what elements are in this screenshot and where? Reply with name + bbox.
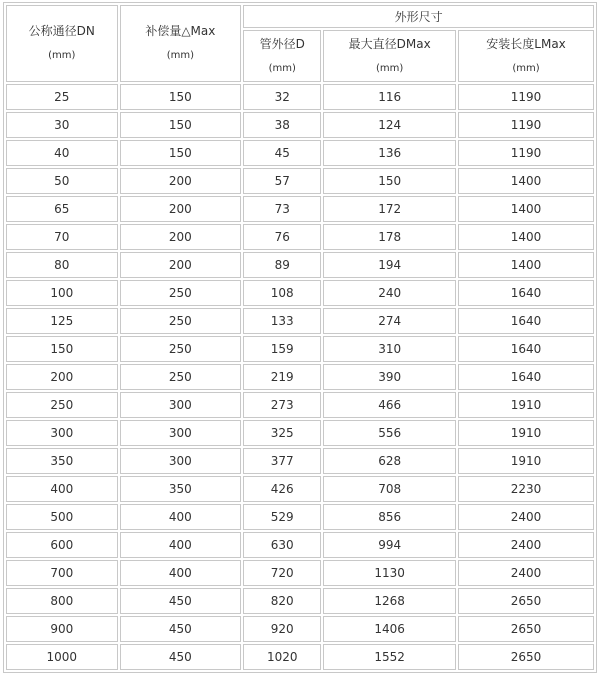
- cell-max-diameter: 856: [323, 504, 456, 530]
- cell-install-length: 1190: [458, 140, 594, 166]
- cell-compensation: 150: [120, 112, 242, 138]
- cell-max-diameter: 390: [323, 364, 456, 390]
- cell-nominal-diameter: 25: [6, 84, 118, 110]
- cell-outer-diameter: 89: [243, 252, 321, 278]
- cell-outer-diameter: 630: [243, 532, 321, 558]
- cell-outer-diameter: 73: [243, 196, 321, 222]
- cell-max-diameter: 310: [323, 336, 456, 362]
- cell-compensation: 400: [120, 532, 242, 558]
- header-install-length: [458, 30, 594, 82]
- cell-max-diameter: 1268: [323, 588, 456, 614]
- cell-compensation: 250: [120, 364, 242, 390]
- cell-compensation: 150: [120, 84, 242, 110]
- cell-max-diameter: 150: [323, 168, 456, 194]
- cell-outer-diameter: 159: [243, 336, 321, 362]
- header-outer-diameter: [243, 30, 321, 82]
- cell-outer-diameter: 108: [243, 280, 321, 306]
- cell-max-diameter: 1406: [323, 616, 456, 642]
- cell-outer-diameter: 273: [243, 392, 321, 418]
- table-row: [6, 140, 594, 166]
- table-row: [6, 196, 594, 222]
- cell-install-length: 1640: [458, 336, 594, 362]
- header-group-dimensions: 外形尺寸: [243, 5, 594, 28]
- cell-max-diameter: 178: [323, 224, 456, 250]
- cell-install-length: 2230: [458, 476, 594, 502]
- cell-install-length: 1910: [458, 392, 594, 418]
- cell-install-length: 1400: [458, 252, 594, 278]
- table-row: [6, 476, 594, 502]
- table-row: [6, 532, 594, 558]
- table-row: [6, 308, 594, 334]
- cell-install-length: 1910: [458, 420, 594, 446]
- cell-outer-diameter: 45: [243, 140, 321, 166]
- cell-nominal-diameter: 80: [6, 252, 118, 278]
- header-nominal-diameter: [6, 5, 118, 82]
- cell-compensation: 450: [120, 644, 242, 670]
- cell-max-diameter: 708: [323, 476, 456, 502]
- cell-max-diameter: 116: [323, 84, 456, 110]
- cell-install-length: 1910: [458, 448, 594, 474]
- cell-compensation: 250: [120, 280, 242, 306]
- header-label: 补偿量△Max: [145, 24, 216, 38]
- spec-table-container: [3, 2, 597, 673]
- cell-compensation: 200: [120, 252, 242, 278]
- header-label: 管外径D: [259, 36, 305, 51]
- header-label: 安装长度LMax: [486, 36, 566, 51]
- table-row: [6, 252, 594, 278]
- cell-nominal-diameter: 400: [6, 476, 118, 502]
- table-row: [6, 588, 594, 614]
- table-row: [6, 616, 594, 642]
- cell-max-diameter: 274: [323, 308, 456, 334]
- cell-compensation: 250: [120, 308, 242, 334]
- header-compensation: [120, 5, 242, 82]
- cell-outer-diameter: 219: [243, 364, 321, 390]
- cell-nominal-diameter: 500: [6, 504, 118, 530]
- cell-max-diameter: 556: [323, 420, 456, 446]
- cell-nominal-diameter: 30: [6, 112, 118, 138]
- cell-nominal-diameter: 700: [6, 560, 118, 586]
- cell-outer-diameter: 76: [243, 224, 321, 250]
- cell-compensation: 450: [120, 588, 242, 614]
- header-label: 最大直径DMax: [348, 36, 431, 51]
- cell-max-diameter: 466: [323, 392, 456, 418]
- cell-install-length: 1640: [458, 308, 594, 334]
- header-max-diameter: [323, 30, 456, 82]
- cell-compensation: 250: [120, 336, 242, 362]
- cell-outer-diameter: 820: [243, 588, 321, 614]
- cell-install-length: 1400: [458, 168, 594, 194]
- cell-compensation: 150: [120, 140, 242, 166]
- cell-max-diameter: 136: [323, 140, 456, 166]
- table-row: [6, 560, 594, 586]
- cell-install-length: 2650: [458, 644, 594, 670]
- cell-nominal-diameter: 1000: [6, 644, 118, 670]
- header-unit: (mm): [48, 50, 76, 61]
- cell-nominal-diameter: 50: [6, 168, 118, 194]
- header-unit: (mm): [376, 62, 404, 74]
- cell-install-length: 2400: [458, 504, 594, 530]
- cell-compensation: 200: [120, 196, 242, 222]
- cell-outer-diameter: 426: [243, 476, 321, 502]
- cell-nominal-diameter: 40: [6, 140, 118, 166]
- cell-nominal-diameter: 100: [6, 280, 118, 306]
- cell-install-length: 1400: [458, 224, 594, 250]
- cell-compensation: 200: [120, 168, 242, 194]
- header-unit: (mm): [268, 62, 296, 74]
- table-row: [6, 84, 594, 110]
- cell-outer-diameter: 133: [243, 308, 321, 334]
- cell-nominal-diameter: 65: [6, 196, 118, 222]
- cell-outer-diameter: 529: [243, 504, 321, 530]
- table-row: [6, 420, 594, 446]
- table-row: [6, 504, 594, 530]
- cell-nominal-diameter: 350: [6, 448, 118, 474]
- table-row: [6, 364, 594, 390]
- cell-nominal-diameter: 150: [6, 336, 118, 362]
- header-label: 公称通径DN: [28, 24, 95, 38]
- table-row: [6, 336, 594, 362]
- table-row: [6, 168, 594, 194]
- table-body: [6, 84, 594, 670]
- cell-install-length: 1640: [458, 280, 594, 306]
- cell-compensation: 350: [120, 476, 242, 502]
- cell-outer-diameter: 377: [243, 448, 321, 474]
- cell-outer-diameter: 920: [243, 616, 321, 642]
- table-row: [6, 112, 594, 138]
- cell-nominal-diameter: 200: [6, 364, 118, 390]
- cell-max-diameter: 1552: [323, 644, 456, 670]
- cell-outer-diameter: 57: [243, 168, 321, 194]
- cell-outer-diameter: 1020: [243, 644, 321, 670]
- cell-compensation: 450: [120, 616, 242, 642]
- table-row: [6, 644, 594, 670]
- cell-outer-diameter: 38: [243, 112, 321, 138]
- header-unit: (mm): [512, 62, 540, 74]
- cell-outer-diameter: 32: [243, 84, 321, 110]
- cell-max-diameter: 194: [323, 252, 456, 278]
- cell-compensation: 400: [120, 504, 242, 530]
- cell-max-diameter: 124: [323, 112, 456, 138]
- cell-install-length: 1190: [458, 84, 594, 110]
- cell-install-length: 2650: [458, 616, 594, 642]
- cell-compensation: 300: [120, 420, 242, 446]
- cell-nominal-diameter: 300: [6, 420, 118, 446]
- cell-install-length: 2400: [458, 532, 594, 558]
- cell-max-diameter: 994: [323, 532, 456, 558]
- cell-install-length: 2650: [458, 588, 594, 614]
- cell-compensation: 400: [120, 560, 242, 586]
- cell-nominal-diameter: 900: [6, 616, 118, 642]
- cell-nominal-diameter: 800: [6, 588, 118, 614]
- cell-install-length: 2400: [458, 560, 594, 586]
- table-row: [6, 448, 594, 474]
- cell-install-length: 1400: [458, 196, 594, 222]
- cell-outer-diameter: 720: [243, 560, 321, 586]
- cell-compensation: 300: [120, 448, 242, 474]
- cell-compensation: 300: [120, 392, 242, 418]
- cell-max-diameter: 240: [323, 280, 456, 306]
- cell-max-diameter: 172: [323, 196, 456, 222]
- table-row: [6, 392, 594, 418]
- cell-nominal-diameter: 70: [6, 224, 118, 250]
- cell-nominal-diameter: 250: [6, 392, 118, 418]
- compensator-spec-table: [3, 2, 597, 673]
- header-unit: (mm): [166, 50, 194, 61]
- cell-max-diameter: 1130: [323, 560, 456, 586]
- table-row: [6, 280, 594, 306]
- cell-compensation: 200: [120, 224, 242, 250]
- cell-max-diameter: 628: [323, 448, 456, 474]
- cell-outer-diameter: 325: [243, 420, 321, 446]
- cell-install-length: 1190: [458, 112, 594, 138]
- table-row: [6, 224, 594, 250]
- cell-install-length: 1640: [458, 364, 594, 390]
- cell-nominal-diameter: 600: [6, 532, 118, 558]
- cell-nominal-diameter: 125: [6, 308, 118, 334]
